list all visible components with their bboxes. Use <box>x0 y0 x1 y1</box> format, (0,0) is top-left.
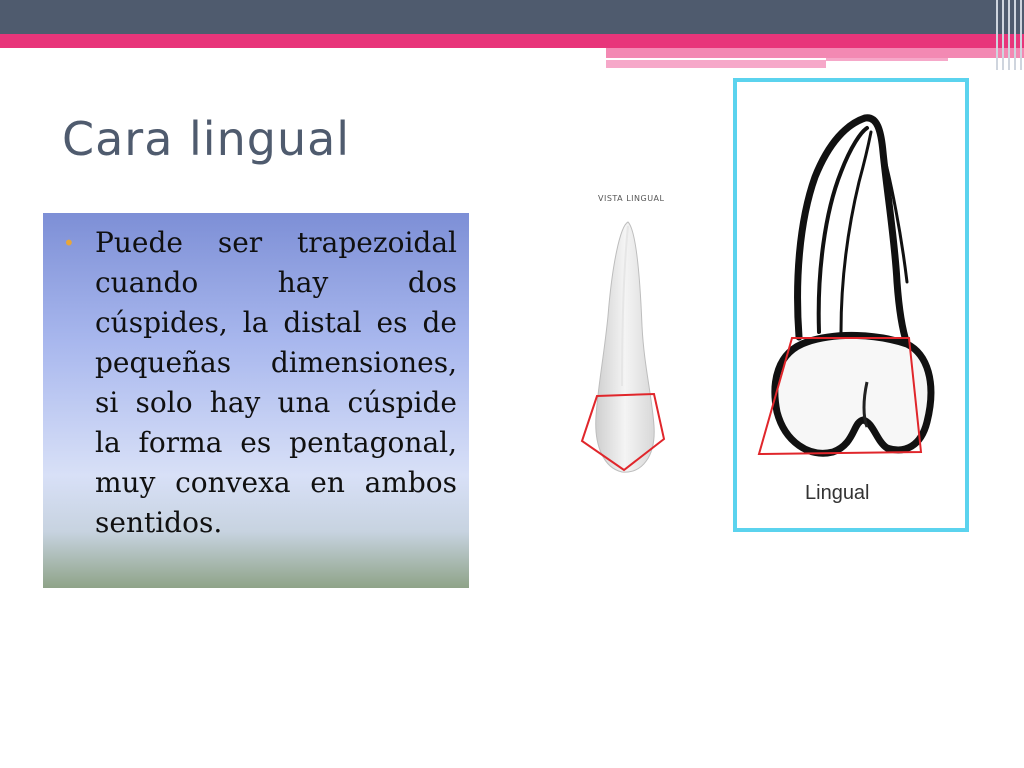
small-tooth-figure <box>572 186 672 486</box>
header-vertical-stripes <box>994 0 1024 70</box>
header-accent-line <box>826 58 948 61</box>
slide-title: Cara lingual <box>62 112 351 166</box>
small-figure-label: VISTA LINGUAL <box>598 194 665 203</box>
lingual-label: Lingual <box>805 482 870 504</box>
header-bar <box>0 0 1024 34</box>
bullet-icon: • <box>63 231 75 255</box>
text-box <box>43 213 469 588</box>
large-tooth-drawing <box>737 82 965 528</box>
lingual-figure-frame <box>733 78 969 532</box>
body-paragraph: Puede ser trapezoidal cuando hay dos cúspides, la distal es de pequeñas dimensiones, si solo hay una cúspide la forma es pentagonal, muy convexa en ambos sentidos. <box>95 226 457 539</box>
small-tooth-drawing <box>572 186 672 486</box>
header-accent-stripe-lighter <box>606 60 826 68</box>
header-accent-stripe <box>0 34 1024 48</box>
crown-outline <box>775 335 931 453</box>
header-accent-stripe-light <box>606 48 1024 58</box>
